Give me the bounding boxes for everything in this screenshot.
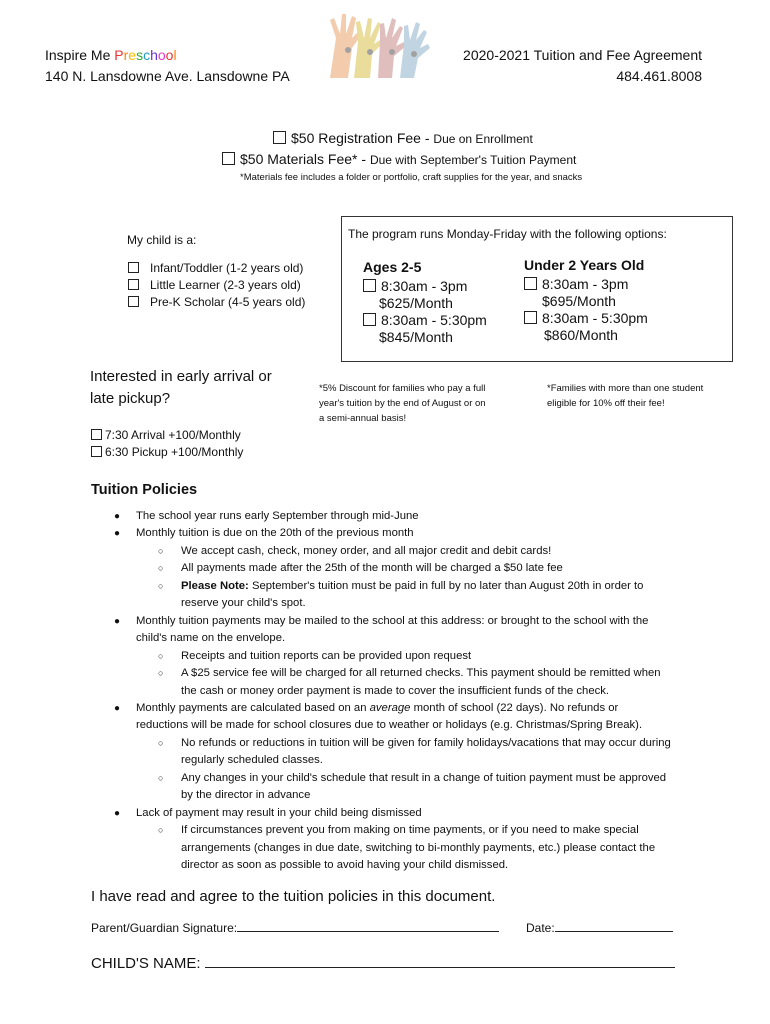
- child-option-label: Infant/Toddler (1-2 years old): [150, 261, 304, 275]
- date-label: Date:: [526, 921, 555, 935]
- registration-fee-checkbox[interactable]: [273, 131, 286, 144]
- child-type-options: [128, 260, 305, 311]
- policy-subitem: [181, 578, 643, 595]
- early-question-line: late pickup?: [90, 390, 171, 407]
- bullet: ●: [114, 511, 121, 522]
- early-arrival-label: 7:30 Arrival +100/Monthly: [105, 428, 241, 442]
- sub-bullet: ○: [158, 546, 164, 556]
- policy-item: [136, 700, 618, 717]
- policy-item: Lack of payment may result in your child being dismissed: [136, 807, 422, 819]
- policy-subitem: No refunds or reductions in tuition will be given for family holidays/vacations that may occur during: [181, 737, 671, 749]
- bullet: ●: [114, 528, 121, 539]
- option-time: 8:30am - 5:30pm: [542, 310, 648, 326]
- policy-item-cont: reductions will be made for school closures due to weather or holidays (e.g. Christmas/Spring Break).: [136, 719, 643, 731]
- policy-subitem-cont: reserve your child's spot.: [181, 597, 306, 609]
- policy-item: Monthly tuition payments may be mailed to the school at this address: or brought to the school with the: [136, 615, 649, 627]
- school-name-letter: l: [173, 47, 177, 63]
- policy-subitem-cont: by the director in advance: [181, 789, 311, 801]
- materials-fee-note: *Materials fee includes a folder or portfolio, craft supplies for the year, and snacks: [240, 172, 583, 183]
- policy-item-cont: child's name on the envelope.: [136, 632, 286, 644]
- option-price: $695/Month: [542, 293, 616, 309]
- materials-fee-due: Due with September's Tuition Payment: [369, 153, 577, 167]
- ages-2-5-heading: Ages 2-5: [363, 259, 422, 275]
- policy-subitem-cont: arrangements (changes in due date, switching to bi-monthly payments, etc.) please contact the: [181, 842, 656, 854]
- option-price: $860/Month: [544, 327, 618, 343]
- school-name-letter: o: [157, 47, 166, 63]
- prek-scholar-checkbox[interactable]: [128, 296, 139, 307]
- little-learner-checkbox[interactable]: [128, 279, 139, 290]
- policy-subitem-cont: regularly scheduled classes.: [181, 754, 323, 766]
- child-type-label: My child is a:: [127, 233, 197, 247]
- school-name-letter: h: [150, 47, 158, 63]
- phone-number: 484.461.8008: [616, 68, 702, 84]
- policy-item: Monthly tuition is due on the 20th of the previous month: [136, 527, 414, 539]
- policy-text: Monthly payments are calculated based on an: [136, 702, 370, 714]
- ages-2-5-full-day-checkbox[interactable]: [363, 279, 376, 292]
- policy-subitem: Any changes in your child's schedule that result in a change of tuition payment must be approved: [181, 772, 667, 784]
- school-name-letter: o: [165, 47, 174, 63]
- discount-line: a semi-annual basis!: [319, 413, 407, 424]
- school-name-prefix: Inspire Me: [45, 47, 115, 63]
- policy-subitem-cont: director as soon as possible to avoid having your child dismissed.: [181, 859, 509, 871]
- policy-text: September's tuition must be paid in full by no later than August 20th in order to: [251, 580, 644, 592]
- discount-line: *5% Discount for families who pay a full: [319, 383, 486, 394]
- agreement-statement: I have read and agree to the tuition policies in this document.: [91, 888, 496, 905]
- child-option-label: Pre-K Scholar (4-5 years old): [150, 295, 306, 309]
- bullet: ●: [114, 616, 121, 627]
- under-2-options: [524, 276, 648, 344]
- early-arrival-checkbox[interactable]: [91, 429, 102, 440]
- registration-fee-line: [273, 130, 533, 146]
- signature-label: Parent/Guardian Signature:: [91, 921, 238, 935]
- child-option-prek: [128, 294, 305, 311]
- sub-bullet: ○: [158, 651, 164, 661]
- tuition-policies-heading: Tuition Policies: [91, 482, 198, 498]
- school-name-colored: [114, 47, 176, 63]
- school-name-letter: e: [128, 47, 137, 63]
- child-option-label: Little Learner (2-3 years old): [150, 278, 301, 292]
- date-field[interactable]: [555, 918, 673, 932]
- school-address: 140 N. Lansdowne Ave. Lansdowne PA: [45, 68, 290, 84]
- policy-subitem: A $25 service fee will be charged for all returned checks. This payment should be remitted when: [181, 667, 661, 679]
- option-time: 8:30am - 5:30pm: [381, 312, 487, 328]
- policy-subitem: If circumstances prevent you from making on time payments, or if you need to make special: [181, 824, 639, 836]
- full-year-discount-note: [319, 381, 486, 426]
- bullet: ●: [114, 703, 121, 714]
- early-late-options: [91, 427, 243, 461]
- school-name-letter: P: [114, 47, 124, 63]
- option-time: 8:30am - 3pm: [381, 278, 468, 294]
- discount-line: eligible for 10% off their fee!: [547, 398, 665, 409]
- school-name: [45, 47, 177, 63]
- agreement-title: 2020-2021 Tuition and Fee Agreement: [463, 47, 702, 63]
- materials-fee-line: [222, 151, 576, 167]
- sub-bullet: ○: [158, 773, 164, 783]
- sub-bullet: ○: [158, 668, 164, 678]
- policy-subitem-cont: the cash or money order payment is made to cover the insufficient funds of the check.: [181, 685, 610, 697]
- school-name-letter: r: [123, 47, 129, 63]
- program-intro: The program runs Monday-Friday with the following options:: [348, 227, 667, 241]
- option-time: 8:30am - 3pm: [542, 276, 629, 292]
- discount-line: *Families with more than one student: [547, 383, 704, 394]
- early-arrival-question: [90, 366, 272, 410]
- policy-subitem: We accept cash, check, money order, and all major credit and debit cards!: [181, 545, 552, 557]
- early-question-line: Interested in early arrival or: [90, 368, 272, 385]
- option-price: $845/Month: [379, 329, 453, 345]
- ages-2-5-options: [363, 278, 487, 346]
- sibling-discount-note: [547, 381, 703, 411]
- sub-bullet: ○: [158, 825, 164, 835]
- under-2-extended-checkbox[interactable]: [524, 311, 537, 324]
- discount-line: year's tuition by the end of August or on: [319, 398, 486, 409]
- average-emphasis: average: [369, 702, 411, 714]
- signature-field[interactable]: [237, 918, 499, 932]
- child-option-little: [128, 277, 305, 294]
- child-name-field[interactable]: [205, 951, 675, 968]
- policy-item: The school year runs early September through mid-June: [136, 510, 419, 522]
- infant-toddler-checkbox[interactable]: [128, 262, 139, 273]
- materials-fee-label: $50 Materials Fee* -: [240, 151, 370, 167]
- late-pickup-checkbox[interactable]: [91, 446, 102, 457]
- child-name-label: CHILD'S NAME:: [91, 955, 205, 972]
- option-price: $625/Month: [379, 295, 453, 311]
- child-name-row: [91, 951, 675, 972]
- sub-bullet: ○: [158, 738, 164, 748]
- under-2-full-day-checkbox[interactable]: [524, 277, 537, 290]
- policy-text: month of school (22 days). No refunds or: [410, 702, 619, 714]
- policy-subitem: Receipts and tuition reports can be provided upon request: [181, 650, 472, 662]
- under-2-heading: Under 2 Years Old: [524, 257, 645, 273]
- signature-row: [91, 918, 499, 935]
- please-note-label: Please Note:: [181, 580, 249, 592]
- policy-subitem: All payments made after the 25th of the month will be charged a $50 late fee: [181, 562, 563, 574]
- child-option-infant: [128, 260, 305, 277]
- sub-bullet: ○: [158, 563, 164, 573]
- registration-fee-label: $50 Registration Fee -: [291, 130, 434, 146]
- registration-fee-due: Due on Enrollment: [433, 132, 533, 146]
- school-name-letter: c: [143, 47, 151, 63]
- ages-2-5-extended-checkbox[interactable]: [363, 313, 376, 326]
- handprints-logo-image: [322, 8, 440, 80]
- date-row: [526, 918, 673, 935]
- materials-fee-checkbox[interactable]: [222, 152, 235, 165]
- sub-bullet: ○: [158, 581, 164, 591]
- school-name-letter: s: [136, 47, 144, 63]
- late-pickup-label: 6:30 Pickup +100/Monthly: [105, 445, 244, 459]
- bullet: ●: [114, 808, 121, 819]
